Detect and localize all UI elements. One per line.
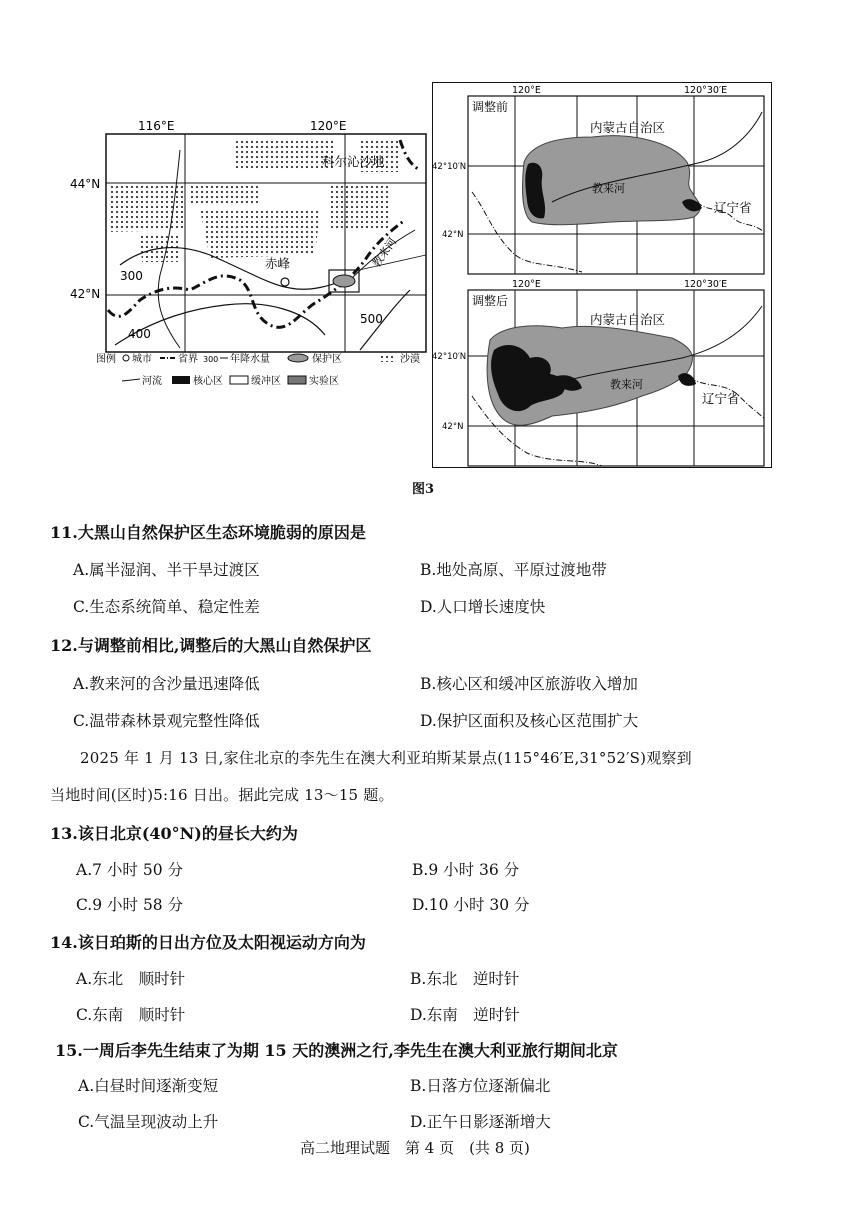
isohyet-500: 500 [360,312,383,326]
river-label: 教来河 [592,182,625,195]
svg-text:沙漠: 沙漠 [400,354,420,365]
q15-option-c: C.气温呈现波动上升 [78,1113,219,1131]
isohyet-300: 300 [120,269,143,283]
figure-caption: 图3 [412,482,435,497]
q14-stem: 14.该日珀斯的日出方位及太阳视运动方向为 [50,933,366,952]
q12-stem: 12.与调整前相比,调整后的大黑山自然保护区 [50,636,372,655]
svg-text:保护区: 保护区 [312,354,342,365]
lat-label: 42°N [442,230,464,240]
q11-option-b: B.地处高原、平原过渡地带 [420,561,607,579]
region-label: 内蒙古自治区 [590,120,666,135]
q14-option-a: A.东北 顺时针 [76,970,186,988]
q11-option-a: A.属半湿润、半干旱过渡区 [73,561,260,579]
panel-label-after: 调整后 [472,294,509,308]
q12-option-c: C.温带森林景观完整性降低 [73,712,260,730]
city-marker [281,278,289,286]
q15-option-b: B.日落方位逐渐偏北 [410,1077,551,1095]
q15-option-d: D.正午日影逐渐增大 [410,1113,551,1131]
lat-label: 42°10′N [432,162,467,172]
svg-text:实验区: 实验区 [309,376,339,387]
q13-option-a: A.7 小时 50 分 [76,861,183,879]
q13-option-b: B.9 小时 36 分 [412,861,520,879]
q15-option-a: A.白昼时间逐渐变短 [78,1077,219,1095]
reserve-before [522,136,700,225]
lat-label: 42°10′N [432,352,467,362]
svg-text:城市: 城市 [132,354,152,365]
svg-text:300: 300 [203,355,219,364]
lon-label: 120°E [512,85,541,96]
q15-stem: 15.一周后李先生结束了为期 15 天的澳洲之行,李先生在澳大利亚旅行期间北京 [55,1041,618,1060]
left-map [60,110,435,395]
city-label: 赤峰 [265,256,291,271]
q12-option-b: B.核心区和缓冲区旅游收入增加 [420,675,638,693]
q13-option-d: D.10 小时 30 分 [412,896,530,914]
river-label: 教来河 [369,235,400,270]
lon-label: 120°30′E [684,85,728,96]
lon-116: 116°E [138,119,175,133]
svg-text:河流: 河流 [142,376,162,387]
province-label: 辽宁省 [714,200,752,215]
sand-label: 科尔沁沙地 [322,154,385,169]
q14-option-c: C.东南 顺时针 [76,1006,186,1024]
lon-label: 120°30′E [684,279,728,290]
province-label: 辽宁省 [702,391,740,406]
svg-text:年降水量: 年降水量 [230,354,270,365]
svg-text:图例: 图例 [96,354,116,365]
q11-option-d: D.人口增长速度快 [420,598,546,616]
panel-label-before: 调整前 [472,100,509,114]
isohyet-400: 400 [128,327,151,341]
passage-line-2: 当地时间(区时)5:16 日出。据此完成 13～15 题。 [50,786,394,804]
q12-option-d: D.保护区面积及核心区范围扩大 [420,712,639,730]
reserve-area [333,275,355,287]
q14-option-b: B.东北 逆时针 [410,970,520,988]
svg-text:缓冲区: 缓冲区 [251,376,281,387]
legend [96,352,420,387]
q11-option-c: C.生态系统简单、稳定性差 [73,598,260,616]
lat-44: 44°N [70,177,101,191]
map-before [432,82,772,278]
figure-3 [0,0,860,500]
passage-line-1: 2025 年 1 月 13 日,家住北京的李先生在澳大利亚珀斯某景点(115°46′E,31°52′S)观察到 [80,749,692,767]
lon-120: 120°E [310,119,347,133]
q14-option-d: D.东南 逆时针 [410,1006,520,1024]
lat-42: 42°N [70,287,101,301]
river-label: 教来河 [610,378,643,391]
q12-option-a: A.教来河的含沙量迅速降低 [73,675,260,693]
q11-stem: 11.大黑山自然保护区生态环境脆弱的原因是 [50,523,366,542]
svg-text:省界: 省界 [178,354,198,365]
q13-option-c: C.9 小时 58 分 [76,896,184,914]
region-label: 内蒙古自治区 [590,312,666,327]
map-after [432,278,772,468]
svg-text:核心区: 核心区 [193,376,223,387]
page-footer: 高二地理试题 第 4 页 (共 8 页) [300,1139,530,1157]
lat-label: 42°N [442,422,464,432]
lon-label: 120°E [512,279,541,290]
q13-stem: 13.该日北京(40°N)的昼长大约为 [50,824,298,843]
